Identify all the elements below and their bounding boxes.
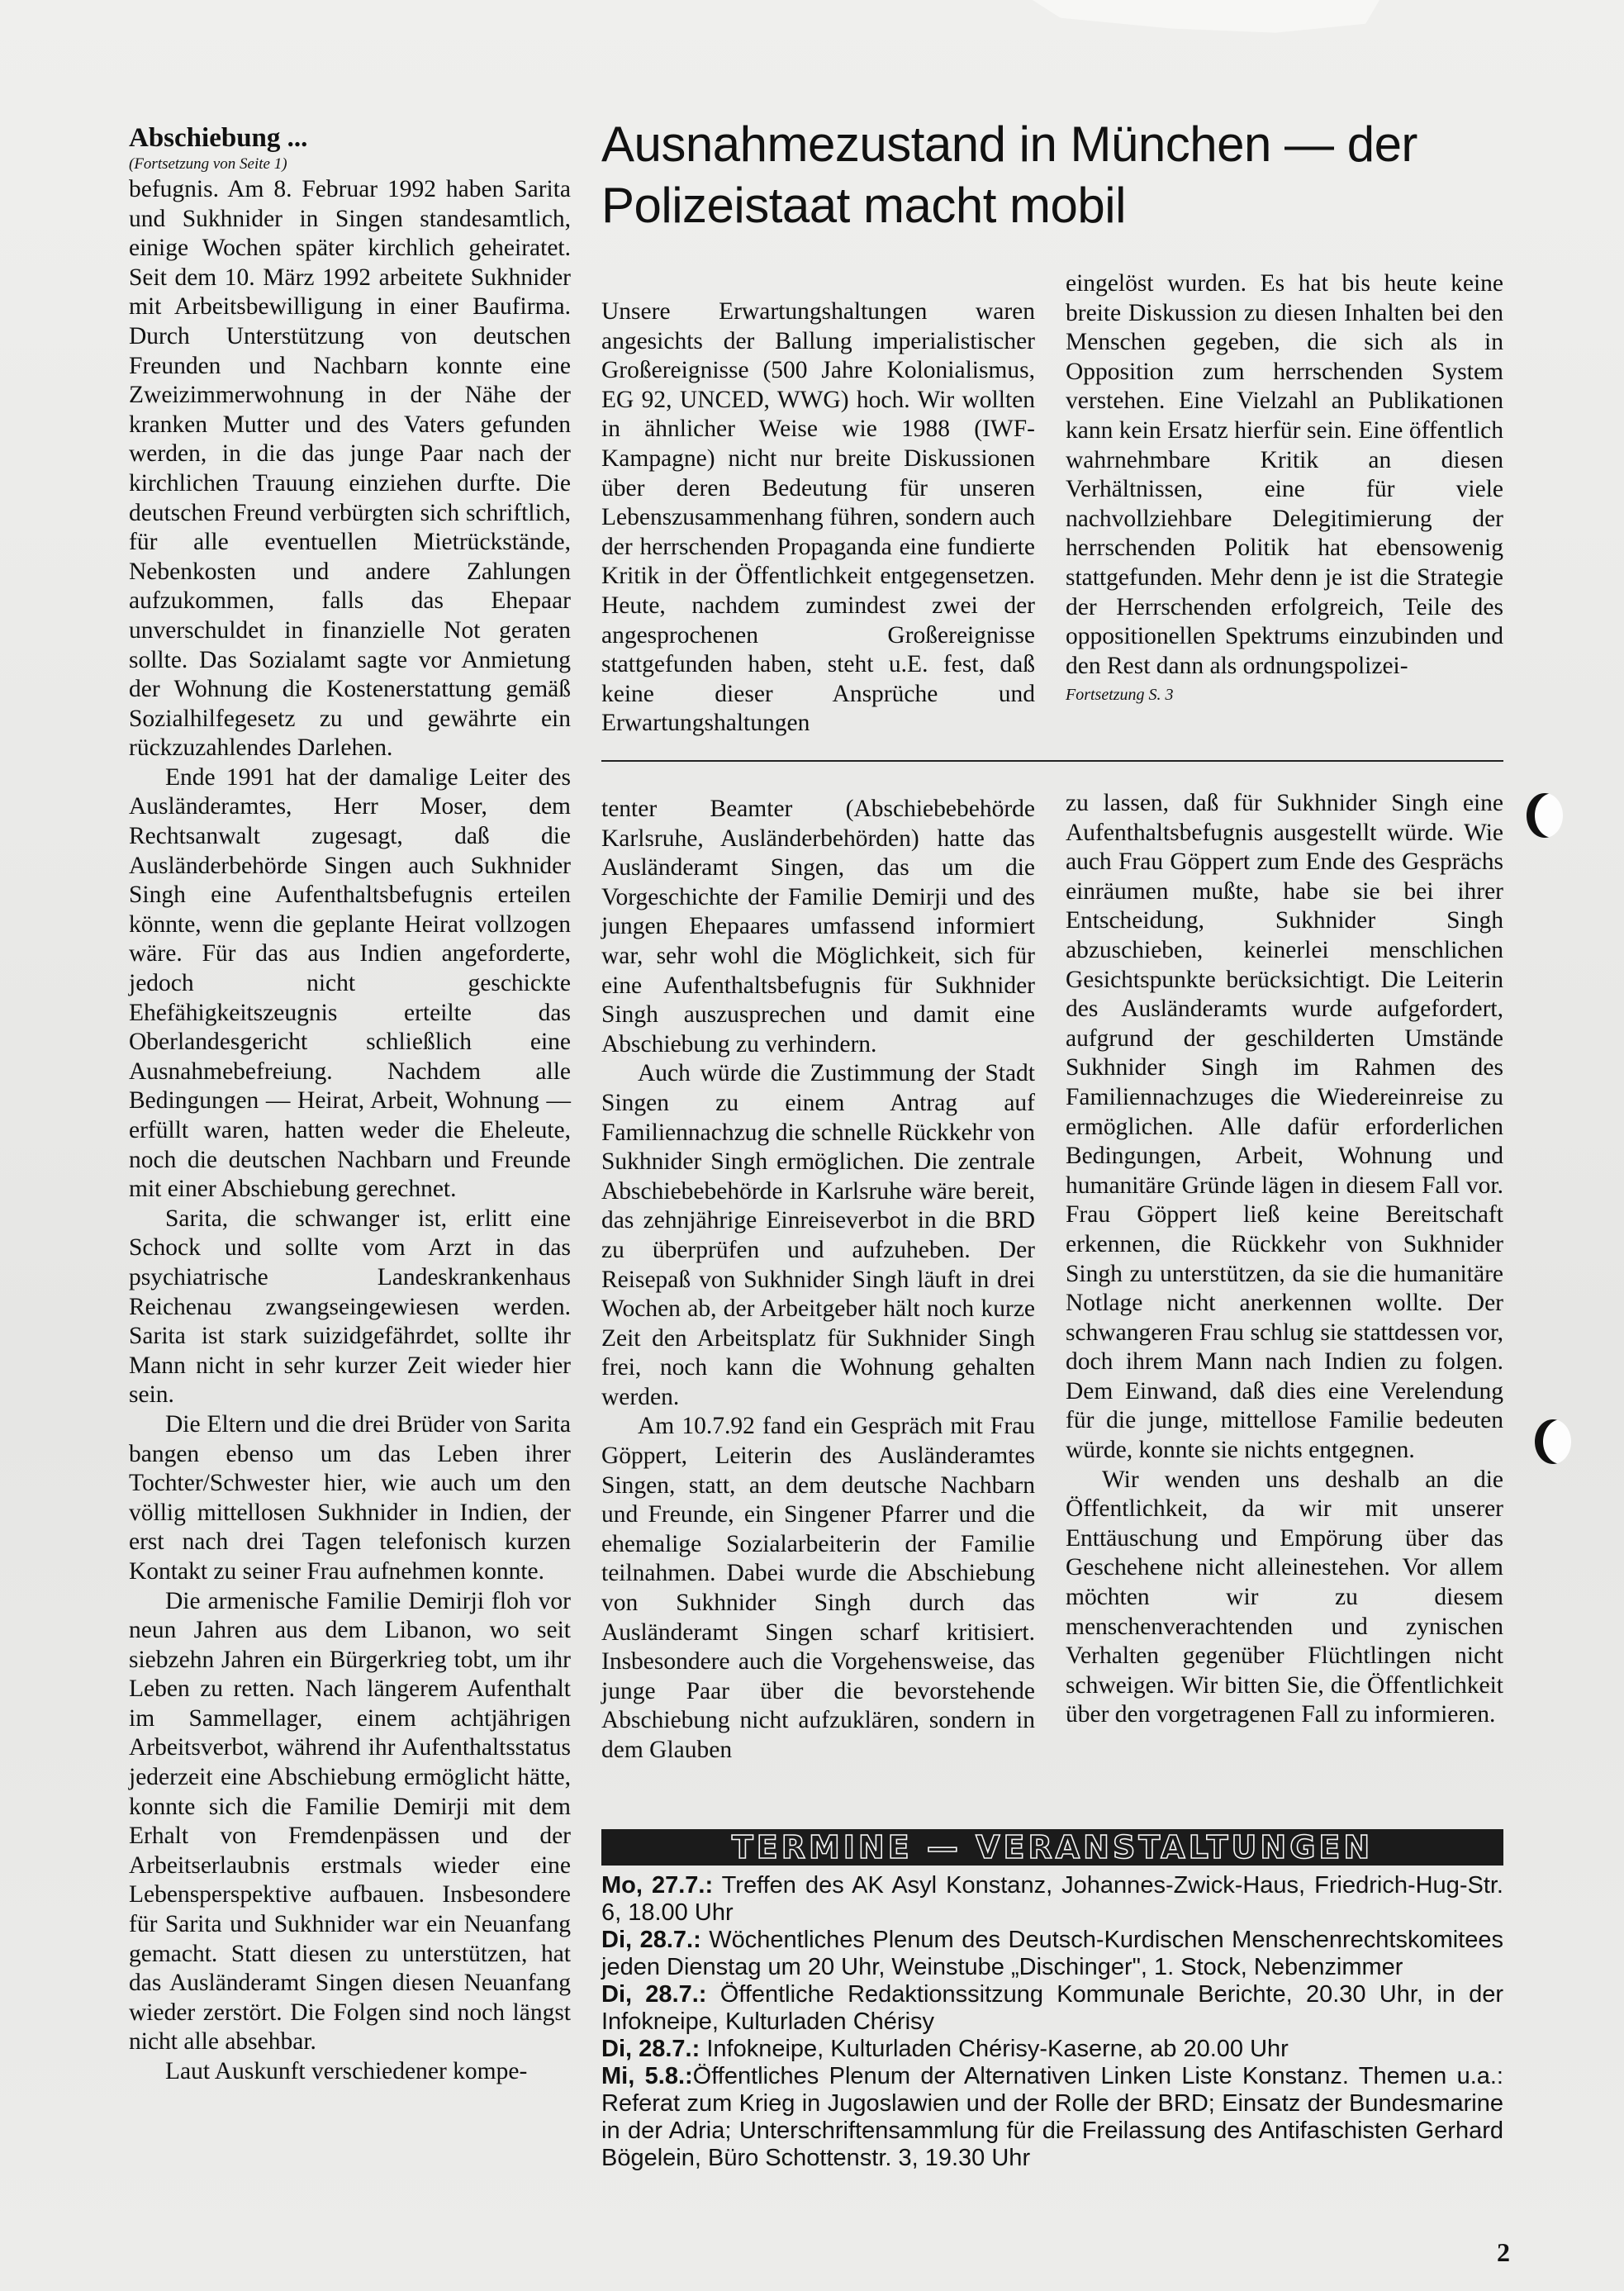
article-paragraph: Auch würde die Zustimmung der Stadt Singen zu einem Antrag auf Familiennachzug die schnelle Rückkehr von Sukhnider Singh ermöglichen. Die zentrale Abschiebebehörde in Karlsruhe wäre bereit, das zehnjährige Einreiseverbot in die BRD zu überprüfen und aufzuheben. Der Reisepaß von Sukhnider Singh läuft in drei Wochen ab, der Arbeitgeber hält noch kurze Zeit den Arbeitsplatz für Sukhnider Singh frei, noch kann die Wohnung gehalten werden.: [601, 1060, 1035, 1410]
event-date: Di, 28.7.:: [601, 2036, 700, 2062]
termine-heading: TERMINE — VERANSTALTUNGEN: [731, 1829, 1374, 1866]
event-item: [601, 1981, 1503, 2036]
feature-column-2: [1066, 269, 1503, 711]
torn-corner: [1033, 0, 1379, 59]
punch-hole: [1535, 1419, 1571, 1464]
article-paragraph: Laut Auskunft verschiedener kompe-: [165, 2058, 528, 2084]
article-paragraph: Wir wenden uns deshalb an die Öffentlichkeit, da wir mit unserer Enttäuschung und Empörung über das Geschehene nicht alleinestehen. Vor allem möchten wir zu diesem menschenverachtenden und zynischen Verhalten gegenüber Flüchtlingen nicht schweigen. Wir bitten Sie, die Öffentlichkeit über den vorgetragenen Fall zu informieren.: [1066, 1466, 1503, 1728]
event-date: Di, 28.7.:: [601, 1981, 707, 2008]
feature-column-1: [601, 297, 1035, 739]
event-text: Infokneipe, Kulturladen Chérisy-Kaserne, ab 20.00 Uhr: [700, 2036, 1289, 2062]
article-paragraph: Am 10.7.92 fand ein Gespräch mit Frau Göppert, Leiterin des Ausländeramtes Singen, statt, an dem deutsche Nachbarn und Freunde, ein Singener Pfarrer und die ehemalige Sozialarbeiterin der Familie teilnahmen. Dabei wurde die Abschiebung von Sukhnider Singh durch das Ausländeramt Singen scharf kritisiert. Insbesondere auch die Vorgehensweise, das junge Paar über die bevorstehende Abschiebung nicht aufzuklären, sondern in dem Glauben: [601, 1413, 1035, 1763]
feature-headline: Ausnahmezustand in München — der Polizeistaat macht mobil: [601, 116, 1417, 233]
feature-paragraph: Unsere Erwartungshaltungen waren angesichts der Ballung imperialistischer Großereignisse (500 Jahre Kolonialismus, EG 92, UNCED, WWG) hoch. Wir wollten in ähnlicher Weise wie 1988 (IWF-Kampagne) nicht nur breite Diskussionen über deren Bedeutung für unseren Lebenszusammenhang führen, sondern auch der herrschenden Propaganda eine fundierte Kritik in der Öffentlichkeit entgegensetzen. Heute, nachdem zumindest zwei der angesprochenen Großereignisse stattgefunden haben, steht u.E. fest, daß keine dieser Ansprüche und Erwartungshaltungen: [601, 298, 1035, 737]
left-column: [129, 122, 571, 2087]
event-text: Wöchentliches Plenum des Deutsch-Kurdischen Menschenrechtskomitees jeden Dienstag um 20 Uhr, Weinstube „Dischinger", 1. Stock, Nebenzimmer: [601, 1927, 1503, 1980]
article-paragraph: befugnis. Am 8. Februar 1992 haben Sarita und Sukhnider in Singen standesamtlich, einige Wochen später kirchlich geheiratet. Seit dem 10. März 1992 arbeitete Sukhnider mit Arbeitsbewilligung in einer Baufirma. Durch Unterstützung von deutschen Freunden und Nachbarn konnte eine Zweizimmerwohnung in der Nähe der kranken Mutter und des Vaters gefunden werden, in die das junge Paar nach der kirchlichen Trauung einziehen durfte. Die deutschen Freund verbürgten sich schriftlich, für alle eventuellen Mietrückstände, Nebenkosten und andere Zahlungen aufzukommen, falls das Ehepaar unverschuldet in finanzielle Not geraten sollte. Das Sozialamt sagte vor Anmietung der Wohnung die Kostenerstattung gemäß Sozialhilfegesetz zu und gewährte ein rückzuzahlendes Darlehen.: [129, 176, 571, 762]
section-divider: [601, 760, 1503, 762]
punch-hole: [1527, 793, 1563, 838]
feature-paragraph: eingelöst wurden. Es hat bis heute keine breite Diskussion zu diesen Inhalten bei den Menschen gegeben, die sich als in Opposition zum herrschenden System verstehen. Eine Vielzahl an Publikationen kann kein Ersatz hierfür sein. Eine öffentlich wahrnehmbare Kritik an diesen Verhältnissen, eine für viele nachvollziehbare Delegitimierung der herrschenden Politik hat ebensowenig stattgefunden. Mehr denn je ist die Strategie der Herrschenden erfolgreich, Teile des oppositionellen Spektrums einzubinden und den Rest dann als ordnungspolizei-: [1066, 270, 1503, 679]
article-paragraph: tenter Beamter (Abschiebebehörde Karlsruhe, Ausländerbehörden) hatte das Ausländeramt Singen, das um die Vorgeschichte der Familie Demirji und des jungen Ehepaares umfassend informiert war, sehr wohl die Möglichkeit, sich für eine Aufenthaltsbefugnis für Sukhnider Singh auszusprechen und damit eine Abschiebung zu verhindern.: [601, 796, 1035, 1058]
event-list: [601, 1872, 1503, 2172]
page-number: 2: [1497, 2237, 1510, 2267]
termine-heading-bar: [601, 1829, 1503, 1866]
right-column: [1066, 789, 1503, 1730]
article-paragraph: Die armenische Familie Demirji floh vor neun Jahren aus dem Libanon, wo seit siebzehn Jahren ein Bürgerkrieg tobt, um ihr Leben zu retten. Nach längerem Aufenthalt im Sammellager, einem achtjährigen Arbeitsverbot, während ihr Aufenthaltsstatus jederzeit eine Abschiebung ermöglicht hätte, konnte sich die Familie Demirji mit dem Erhalt von Fremdenpässen und der Arbeitserlaubnis erstmals wieder eine Lebensperspektive aufbauen. Insbesondere für Sarita und Sukhnider war ein Neuanfang gemacht. Statt diesen zu unterstützen, hat das Ausländeramt Singen diesen Neuanfang wieder zerstört. Die Folgen sind noch längst nicht alle absehbar.: [129, 1587, 571, 2056]
article-paragraph: zu lassen, daß für Sukhnider Singh eine Aufenthaltsbefugnis ausgestellt würde. Wie auch Frau Göppert zum Ende des Gesprächs einräumen mußte, habe sie bei ihrer Entscheidung, Sukhnider Singh abzuschieben, keinerlei menschlichen Gesichtspunkte berücksichtigt. Die Leiterin des Ausländeramts wurde aufgefordert, aufgrund der geschilderten Umstände Sukhnider Singh im Rahmen des Familiennachzuges die Wiedereinreise zu ermöglichen. Alle dafür erforderlichen Bedingungen, Arbeit, Wohnung und humanitäre Gründe lägen in diesem Fall vor. Frau Göppert ließ keine Bereitschaft erkennen, die Rückkehr von Sukhnider Singh zu unterstützen, da sie die humanitäre Notlage nicht anerkennen wollte. Der schwangeren Frau schlug sie stattdessen vor, doch ihrem Mann nach Indien zu folgen. Dem Einwand, daß dies eine Verelendung für die junge, mittellose Familie bedeuten würde, konnte sie nichts entgegnen.: [1066, 790, 1503, 1464]
event-date: Mi, 5.8.:: [601, 2063, 693, 2089]
continued-to: Fortsetzung S. 3: [1066, 686, 1174, 705]
article-paragraph: Ende 1991 hat der damalige Leiter des Ausländeramtes, Herr Moser, dem Rechtsanwalt zugesagt, daß die Ausländerbehörde Singen auch Sukhnider Singh eine Aufenthaltsbefugnis erteilen könnte, wenn die geplante Heirat vollzogen wäre. Für das aus Indien angeforderte, jedoch nicht geschickte Ehefähigkeitszeugnis erteilte das Oberlandesgericht schließlich eine Ausnahmebefreiung. Nachdem alle Bedingungen — Heirat, Arbeit, Wohnung — erfüllt waren, hatten weder die Eheleute, noch die deutschen Nachbarn und Freunde mit einer Abschiebung gerechnet.: [129, 763, 571, 1203]
event-date: Di, 28.7.:: [601, 1927, 701, 1953]
continued-from: (Fortsetzung von Seite 1): [129, 155, 287, 173]
event-item: [601, 1927, 1503, 1981]
article-paragraph: Die Eltern und die drei Brüder von Sarita bangen ebenso um das Leben ihrer Tochter/Schwester hier, wie auch um den völlig mittellosen Sukhnider in Indien, der erst nach drei Tagen telefonisch kurzen Kontakt zu seiner Frau aufnehmen konnte.: [129, 1410, 571, 1585]
middle-column: [601, 795, 1035, 1766]
event-text: Öffentliche Redaktionssitzung Kommunale Berichte, 20.30 Uhr, in der Infokneipe, Kulturladen Chérisy: [601, 1981, 1503, 2035]
event-text: Öffentliches Plenum der Alternativen Linken Liste Konstanz. Themen u.a.: Referat zum Krieg in Jugoslawien und der Rolle der BRD; Einsatz der Bundesmarine in der Adria; Unterschriftensammlung für die Freilassung des Antifaschisten Gerhard Bögelein, Büro Schottenstr. 3, 19.30 Uhr: [601, 2063, 1503, 2171]
event-text: Treffen des AK Asyl Konstanz, Johannes-Zwick-Haus, Friedrich-Hug-Str. 6, 18.00 Uhr: [601, 1872, 1503, 1926]
event-item: [601, 2063, 1503, 2172]
event-item: [601, 1872, 1503, 1927]
article-kicker: Abschiebung ...: [129, 123, 308, 153]
event-date: Mo, 27.7.:: [601, 1872, 714, 1899]
event-item: [601, 2036, 1503, 2063]
article-paragraph: Sarita, die schwanger ist, erlitt eine Schock und sollte vom Arzt in das psychiatrische Landeskrankenhaus Reichenau zwangseingewiesen werden. Sarita ist stark suizidgefährdet, sollte ihr Mann nicht in sehr kurzer Zeit wieder hier sein.: [129, 1205, 571, 1409]
